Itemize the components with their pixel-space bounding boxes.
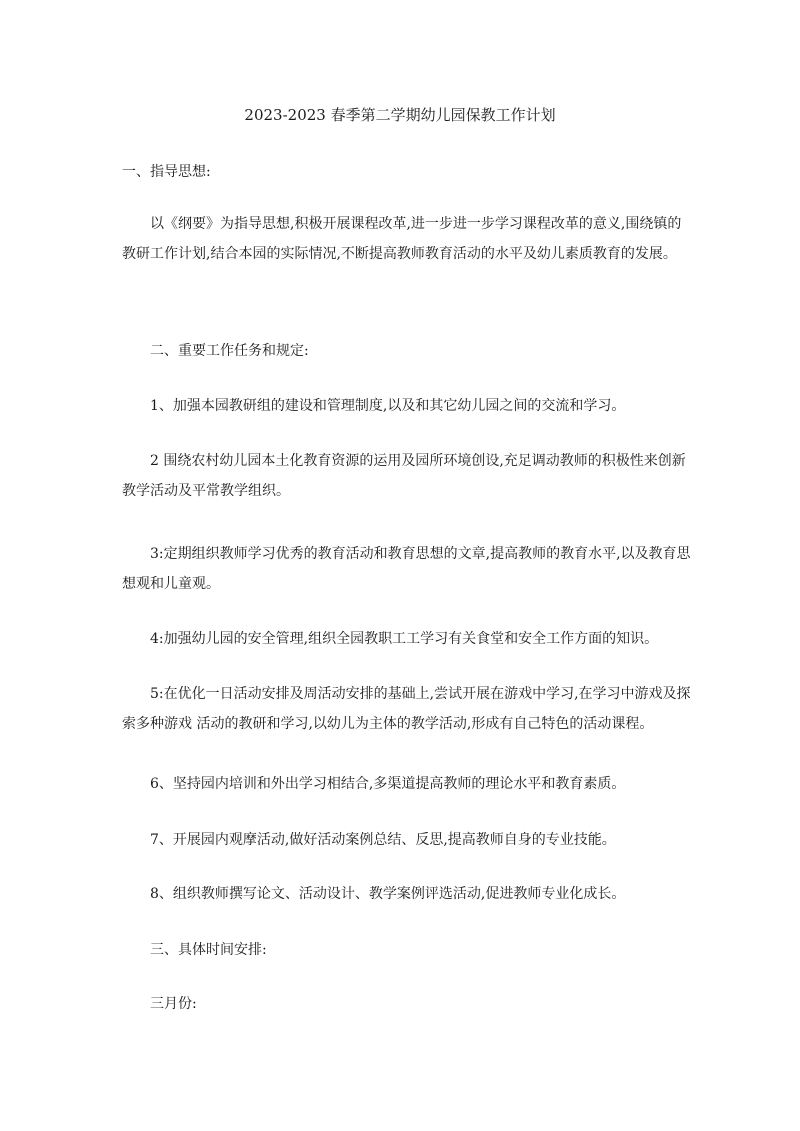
list-item: 7、开展园内观摩活动,做好活动案例总结、反思,提高教师自身的专业技能。 (150, 832, 616, 848)
list-item: 8、组织教师撰写论文、活动设计、教学案例评选活动,促进教师专业化成长。 (150, 886, 626, 902)
document-title: 2023-2023 春季第二学期幼儿园保教工作计划 (244, 106, 556, 124)
list-item: 2 围绕农村幼儿园本土化教育资源的运用及园所环境创设,充足调动教师的积极性来创新教学活动及平常教学组织。 (122, 453, 686, 499)
section-heading-2: 二、重要工作任务和规定: (150, 343, 309, 359)
list-item: 5:在优化一日活动安排及周活动安排的基础上,尝试开展在游戏中学习,在学习中游戏及探索多种游戏 活动的教研和学习,以幼儿为主体的教学活动,形成有自己特色的活动课程。 (122, 686, 691, 732)
section-heading-1: 一、指导思想: (122, 164, 211, 180)
list-item: 6、坚持园内培训和外出学习相结合,多渠道提高教师的理论水平和教育素质。 (150, 776, 626, 792)
list-item: 4:加强幼儿园的安全管理,组织全园教职工工学习有关食堂和安全工作方面的知识。 (150, 631, 659, 647)
section-heading-3: 三、具体时间安排: (150, 942, 267, 958)
section-body-1: 以《纲要》为指导思想,积极开展课程改革,进一步进一步学习课程改革的意义,围绕镇的教研工作计划,结合本园的实际情况,不断提高教师教育活动的水平及幼儿素质教育的发展。 (122, 216, 682, 262)
month-heading: 三月份: (150, 996, 197, 1012)
list-item: 3:定期组织教师学习优秀的教育活动和教育思想的文章,提高教师的教育水平,以及教育思想观和儿童观。 (122, 546, 691, 592)
list-item: 1、加强本园教研组的建设和管理制度,以及和其它幼儿园之间的交流和学习。 (150, 398, 626, 414)
